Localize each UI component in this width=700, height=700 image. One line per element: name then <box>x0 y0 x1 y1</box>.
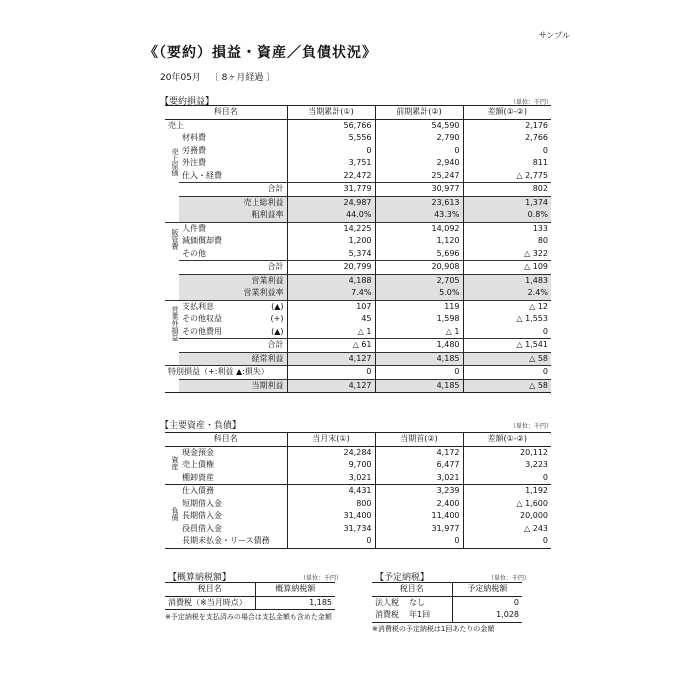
row-frequency: なし <box>409 597 425 607</box>
estimate-note: ※予定納税を支払済みの場合は支払金額も含めた金額 <box>165 613 332 621</box>
cell-prior: 0 <box>375 145 463 158</box>
cell-period-start: 31,977 <box>375 523 463 536</box>
table-row <box>165 222 551 235</box>
cell-diff: △ 58 <box>463 352 551 366</box>
cell-diff: 0 <box>463 145 551 158</box>
cell-amount: 1,185 <box>255 596 335 610</box>
cell-prior: 4,185 <box>375 379 463 393</box>
row-label: 減価償却費 <box>182 236 222 246</box>
row-spacer <box>165 274 179 287</box>
row-label-text: その他費用 <box>182 326 222 336</box>
table-row <box>372 609 522 622</box>
bs-unit: （単位：千円） <box>510 423 553 430</box>
table-row <box>165 287 551 300</box>
group-label-liabilities <box>165 485 179 549</box>
cell-prior: 54,590 <box>375 119 463 132</box>
pl-col-diff: 差額(①-②) <box>463 106 551 120</box>
cell-current: 4,127 <box>287 379 375 393</box>
group-sga-text: 販管費 <box>171 228 179 250</box>
row-label: 棚卸資産 <box>182 472 214 482</box>
cell-current: 4,188 <box>287 274 375 287</box>
row-label: 消費税（※当月時点） <box>168 597 247 607</box>
row-label: 人件費 <box>179 222 287 235</box>
cell-period-start: 11,400 <box>375 510 463 523</box>
group-label-cost <box>165 132 179 196</box>
cell-period-start: 3,239 <box>375 485 463 498</box>
cell-month-end: 0 <box>287 535 375 548</box>
row-label-text: 支払利息 <box>182 301 214 311</box>
planned-col-tax: 税目名 <box>372 583 452 597</box>
cell-month-end: 9,700 <box>287 459 375 472</box>
cell-amount: 0 <box>452 596 522 609</box>
row-label <box>179 326 287 339</box>
cell-period-start: 4,172 <box>375 446 463 459</box>
cell-current: 20,799 <box>287 261 375 275</box>
pl-header-row <box>165 106 551 120</box>
group-label-assets <box>165 446 179 485</box>
row-label: 特別損益（+:利益 ▲:損失） <box>165 366 287 380</box>
cell-diff: 811 <box>463 157 551 170</box>
row-frequency: 年1回 <box>409 610 431 620</box>
table-row <box>165 339 551 353</box>
pl-table <box>165 105 551 393</box>
group-cost-text: 売上原価 <box>171 147 179 176</box>
table-row <box>165 261 551 275</box>
cell-diff: △ 322 <box>463 248 551 261</box>
cell-prior: 2,705 <box>375 274 463 287</box>
row-label: 役員借入金 <box>182 523 222 533</box>
table-row <box>165 535 551 548</box>
row-sign: (▲) <box>271 326 284 336</box>
row-label: 合計 <box>179 339 287 353</box>
row-label: 消費税 <box>375 610 399 620</box>
table-row <box>165 446 551 459</box>
table-row <box>165 119 551 132</box>
cell-diff: △ 58 <box>463 379 551 393</box>
cell-current: 107 <box>287 300 375 313</box>
cell-current: △ 1 <box>287 326 375 339</box>
row-label: 材料費 <box>182 133 206 143</box>
planned-header-row <box>372 583 522 597</box>
cell-diff: △ 2,775 <box>463 170 551 183</box>
table-row <box>165 248 551 261</box>
table-row <box>165 196 551 209</box>
bs-table <box>165 432 551 549</box>
cell-current: 4,127 <box>287 352 375 366</box>
row-label: 仕入・経費 <box>182 170 222 180</box>
cell-prior: 1,598 <box>375 313 463 326</box>
row-label <box>179 313 287 326</box>
group-nonop-text: 営業外損益 <box>171 306 179 342</box>
row-label <box>179 300 287 313</box>
planned-col-amount: 予定納税額 <box>452 583 522 597</box>
row-label: 経常利益 <box>179 352 287 366</box>
cell-diff: 3,223 <box>463 459 551 472</box>
row-label: 営業利益率 <box>179 287 287 300</box>
planned-table <box>372 582 522 623</box>
table-row <box>165 352 551 366</box>
cell-diff: △ 12 <box>463 300 551 313</box>
row-label: 長期借入金 <box>182 511 222 521</box>
cell-diff: 133 <box>463 222 551 235</box>
cell-prior: 20,908 <box>375 261 463 275</box>
row-label: 合計 <box>179 261 287 275</box>
cell-diff: △ 1,553 <box>463 313 551 326</box>
row-spacer <box>165 379 179 393</box>
row-label-text: その他収益 <box>182 314 222 324</box>
row-label: 長期未払金・リース債務 <box>182 536 270 546</box>
planned-note: ※消費税の予定納税は1回あたりの金額 <box>372 625 495 633</box>
row-label: 営業利益 <box>179 274 287 287</box>
bs-col-account: 科目名 <box>165 433 287 447</box>
row-label: 合計 <box>179 183 287 197</box>
table-row <box>165 235 551 248</box>
cell-diff: △ 1,541 <box>463 339 551 353</box>
row-label: 短期借入金 <box>182 498 222 508</box>
cell-prior: 2,790 <box>375 132 463 145</box>
cell-diff: 2,766 <box>463 132 551 145</box>
cell-current: 56,766 <box>287 119 375 132</box>
cell-current: 5,556 <box>287 132 375 145</box>
cell-diff: 1,192 <box>463 485 551 498</box>
row-label: 外注費 <box>182 158 206 168</box>
cell-diff: 1,374 <box>463 196 551 209</box>
table-row <box>165 170 551 183</box>
cell-prior: 14,092 <box>375 222 463 235</box>
cell-diff: △ 1,600 <box>463 498 551 511</box>
cell-diff: 20,112 <box>463 446 551 459</box>
cell-month-end: 31,400 <box>287 510 375 523</box>
row-sign: (+) <box>270 314 284 324</box>
cell-diff: 0.8% <box>463 209 551 222</box>
table-row <box>165 326 551 339</box>
row-sign: (▲) <box>271 301 284 311</box>
bs-section-title: 【主要資産・負債】 <box>160 421 242 431</box>
cell-current: 7.4% <box>287 287 375 300</box>
cell-current: 22,472 <box>287 170 375 183</box>
table-row <box>165 300 551 313</box>
table-row <box>165 274 551 287</box>
report-period <box>160 70 281 83</box>
period-month: 20年05月 <box>160 73 201 83</box>
estimate-section-title: 【概算納税額】 <box>168 573 232 583</box>
cell-period-start: 6,477 <box>375 459 463 472</box>
cell-current: △ 61 <box>287 339 375 353</box>
cell-prior: 5,696 <box>375 248 463 261</box>
cell-prior: 4,185 <box>375 352 463 366</box>
cell-current: 31,779 <box>287 183 375 197</box>
table-row <box>165 209 551 222</box>
row-spacer <box>165 352 179 366</box>
cell-prior: 1,480 <box>375 339 463 353</box>
row-label: 現金預金 <box>182 447 214 457</box>
cell-diff: 0 <box>463 472 551 485</box>
cell-diff: 0 <box>463 326 551 339</box>
estimate-unit: （単位：千円） <box>300 575 343 582</box>
bs-col-month-end: 当月末(①) <box>287 433 375 447</box>
cell-diff: 2,176 <box>463 119 551 132</box>
table-row <box>165 510 551 523</box>
cell-diff: 20,000 <box>463 510 551 523</box>
bs-col-diff: 差額(①-②) <box>463 433 551 447</box>
pl-col-account: 科目名 <box>165 106 287 120</box>
row-label: 仕入債務 <box>179 485 287 498</box>
cell-current: 45 <box>287 313 375 326</box>
row-label: 粗利益率 <box>179 209 287 222</box>
cell-period-start: 2,400 <box>375 498 463 511</box>
row-label: 法人税 <box>375 597 399 607</box>
cell-amount: 1,028 <box>452 609 522 622</box>
cell-current: 5,374 <box>287 248 375 261</box>
table-row <box>165 132 551 145</box>
table-row <box>165 183 551 197</box>
row-label: 労務費 <box>182 145 206 155</box>
row-label: 売上 <box>168 120 184 130</box>
planned-section-title: 【予定納税】 <box>375 573 430 583</box>
cell-diff: 2.4% <box>463 287 551 300</box>
cell-period-start: 0 <box>375 535 463 548</box>
cell-current: 0 <box>287 145 375 158</box>
cell-prior: 0 <box>375 366 463 380</box>
row-spacer <box>165 261 179 275</box>
table-row <box>372 596 522 609</box>
row-spacer <box>165 209 179 222</box>
cell-prior: 25,247 <box>375 170 463 183</box>
estimate-table <box>165 582 335 610</box>
cell-prior: 119 <box>375 300 463 313</box>
cell-current: 44.0% <box>287 209 375 222</box>
cell-current: 24,987 <box>287 196 375 209</box>
cell-diff: △ 109 <box>463 261 551 275</box>
cell-current: 3,751 <box>287 157 375 170</box>
cell-prior: 30,977 <box>375 183 463 197</box>
cell-prior: 23,613 <box>375 196 463 209</box>
cell-prior: 2,940 <box>375 157 463 170</box>
cell-prior: 43.3% <box>375 209 463 222</box>
cell-diff: 1,483 <box>463 274 551 287</box>
cell-month-end: 3,021 <box>287 472 375 485</box>
estimate-col-tax: 税目名 <box>165 583 255 597</box>
report-title: 《（要約）損益・資産／負債状況》 <box>144 45 377 61</box>
group-label-sga <box>165 222 179 261</box>
table-row <box>165 366 551 380</box>
table-row <box>165 459 551 472</box>
period-elapsed: 〔 8ヶ月経過 〕 <box>209 73 276 83</box>
planned-unit: （単位：千円） <box>488 575 531 582</box>
row-label: その他 <box>182 248 206 258</box>
group-label-nonop <box>165 300 179 352</box>
pl-col-prior: 前期累計(②) <box>375 106 463 120</box>
cell-diff: 802 <box>463 183 551 197</box>
cell-diff: 0 <box>463 366 551 380</box>
table-row <box>165 596 335 610</box>
cell-month-end: 800 <box>287 498 375 511</box>
cell-prior: 1,120 <box>375 235 463 248</box>
group-liab-text: 負債 <box>171 506 179 521</box>
table-row <box>165 145 551 158</box>
table-row <box>165 157 551 170</box>
cell-current: 0 <box>287 366 375 380</box>
pl-section-title: 【要約損益】 <box>160 97 215 107</box>
group-assets-text: 資産 <box>171 455 179 470</box>
cell-prior: △ 1 <box>375 326 463 339</box>
row-spacer <box>165 287 179 300</box>
cell-month-end: 24,284 <box>287 446 375 459</box>
pl-col-current: 当期累計(①) <box>287 106 375 120</box>
table-row <box>165 379 551 393</box>
cell-diff: 0 <box>463 535 551 548</box>
cell-prior: 5.0% <box>375 287 463 300</box>
row-spacer <box>165 196 179 209</box>
row-label: 売上債権 <box>182 460 214 470</box>
estimate-header-row <box>165 583 335 597</box>
cell-period-start: 3,021 <box>375 472 463 485</box>
pl-unit: （単位：千円） <box>510 99 553 106</box>
cell-current: 1,200 <box>287 235 375 248</box>
row-label: 売上総利益 <box>179 196 287 209</box>
table-row <box>165 498 551 511</box>
bs-header-row <box>165 433 551 447</box>
table-row <box>165 485 551 498</box>
cell-diff: 80 <box>463 235 551 248</box>
table-row <box>165 523 551 536</box>
row-label: 当期利益 <box>179 379 287 393</box>
estimate-col-amount: 概算納税額 <box>255 583 335 597</box>
sample-label: サンプル <box>538 31 570 40</box>
cell-current: 14,225 <box>287 222 375 235</box>
cell-diff: △ 243 <box>463 523 551 536</box>
bs-col-period-start: 当期首(②) <box>375 433 463 447</box>
table-row <box>165 313 551 326</box>
cell-month-end: 4,431 <box>287 485 375 498</box>
table-row <box>165 472 551 485</box>
cell-month-end: 31,734 <box>287 523 375 536</box>
